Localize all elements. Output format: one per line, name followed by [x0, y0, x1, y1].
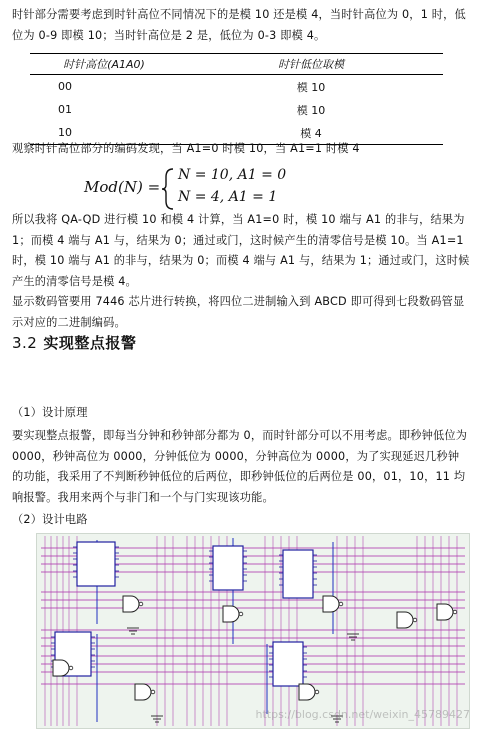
subheading-design-principle: （1）设计原理 [12, 406, 88, 419]
table-cell: 01 [58, 103, 72, 116]
formula-case-2: N = 4, A1 = 1 [178, 189, 278, 205]
ic-chip [77, 542, 115, 586]
observation-text: 观察时针高位部分的编码发现，当 A1=0 时模 10，当 A1=1 时模 4 [12, 142, 360, 155]
table-row [30, 98, 443, 121]
table-header-mod: 时针低位取模 [179, 54, 443, 75]
circuit-schematic [37, 534, 469, 728]
table-cell: 模 4 [179, 121, 443, 145]
logic-gate [223, 606, 239, 622]
table-cell: 00 [58, 80, 72, 93]
table-cell: 模 10 [296, 103, 326, 117]
gate-bubble [453, 610, 457, 614]
ic-chip [283, 550, 313, 598]
table-header-row [30, 54, 443, 75]
logic-gate [323, 596, 339, 612]
ic-chip [273, 642, 303, 686]
paragraph-1: 所以我将 QA-QD 进行模 10 和模 4 计算，当 A1=0 时，模 10 端与 A1 的非与，结果为 1；而模 4 端与 A1 与，结果为 0；通过或门，这时候产生的清零信号是模 10。当 A1=1 时，模 10 端与 A1 的非与，结果为 0；而模 4 端与 A1 与，结果为 1；通过或门，这时候产生的清零信号是模 4。 [12, 213, 470, 288]
formula-case-1: N = 10, A1 = 0 [178, 167, 287, 183]
table-cell: 模 10 [296, 80, 326, 94]
subheading-design-circuit: （2）设计电路 [12, 513, 88, 526]
paragraph-3: 要实现整点报警，即每当分钟和秒钟部分都为 0，而时针部分可以不用考虑。即秒钟低位为 0000，秒钟高位为 0000，分钟低位为 0000，分钟高位为 0000，为了实现延迟几秒钟的功能，我采用了不判断秒钟低位的后两位，即秒钟低位的后两位是 00，01，10，11 均响报警。我用来两个与非门和一个与门实现该功能。 [12, 429, 468, 504]
paragraph-2: 显示数码管要用 7446 芯片进行转换，将四位二进制输入到 ABCD 即可得到七段数码管显示对应的二进制编码。 [12, 295, 465, 329]
gate-bubble [239, 612, 243, 616]
circuit-diagram [36, 533, 470, 729]
section-number: 3.2 [12, 334, 38, 352]
gate-bubble [69, 666, 73, 670]
mod-formula [84, 166, 344, 212]
gate-bubble [413, 618, 417, 622]
logic-gate [135, 684, 151, 700]
table-cell: 10 [30, 121, 179, 145]
logic-gate [397, 612, 413, 628]
gate-bubble [339, 602, 343, 606]
logic-gate [123, 596, 139, 612]
watermark-text: https://blog.csdn.net/weixin_45789427 [255, 708, 470, 721]
mod-table [30, 53, 443, 145]
gate-bubble [139, 602, 143, 606]
formula-brace [160, 167, 176, 211]
ic-chip [213, 546, 243, 590]
table-row [30, 75, 443, 99]
logic-gate [437, 604, 453, 620]
gate-bubble [151, 690, 155, 694]
table-header-a1a0: 时针高位(A1A0) [30, 54, 179, 75]
gate-bubble [315, 690, 319, 694]
logic-gate [299, 684, 315, 700]
logic-gate [53, 660, 69, 676]
intro-paragraph: 时针部分需要考虑到时针高位不同情况下的是模 10 还是模 4，当时针高位为 0，1 时，低位为 0-9 即模 10；当时针高位是 2 是，低位为 0-3 即模 4。 [12, 8, 466, 42]
section-heading [12, 332, 136, 353]
formula-lhs: Mod(N) = [84, 178, 161, 196]
section-title: 实现整点报警 [43, 334, 137, 352]
